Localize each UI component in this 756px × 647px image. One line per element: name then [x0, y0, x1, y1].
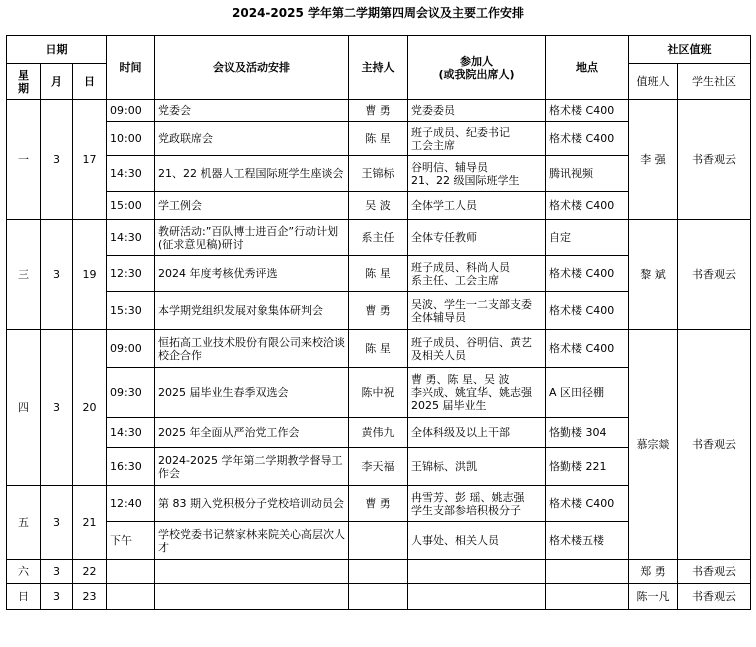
- time-cell: 16:30: [107, 448, 155, 486]
- host-cell: 吴 波: [349, 192, 408, 220]
- host-cell: 曹 勇: [349, 100, 408, 122]
- weekday-cell: 日: [7, 584, 41, 610]
- location-cell: 格术楼 C400: [546, 192, 629, 220]
- student-community-cell: 书香观云: [678, 220, 751, 330]
- host-header: 主持人: [349, 36, 408, 100]
- location-cell: 格术楼五楼: [546, 522, 629, 560]
- participants-header: [408, 36, 546, 100]
- weekday-cell: 五: [7, 486, 41, 560]
- month-cell: 3: [41, 100, 73, 220]
- empty-cell: [408, 560, 546, 584]
- participants-cell: 班子成员、科尚人员 系主任、工会主席: [408, 256, 546, 292]
- student-community-header: 学生社区: [678, 64, 751, 100]
- student-community-cell: 书香观云: [678, 560, 751, 584]
- host-cell: 陈中祝: [349, 368, 408, 418]
- day-cell: 20: [73, 330, 107, 486]
- meeting-cell: 2024 年度考核优秀评选: [155, 256, 349, 292]
- weekday-cell: 一: [7, 100, 41, 220]
- time-cell: 09:30: [107, 368, 155, 418]
- empty-cell: [546, 584, 629, 610]
- month-cell: 3: [41, 560, 73, 584]
- time-cell: 09:00: [107, 330, 155, 368]
- table-row: [7, 584, 751, 610]
- table-row: [7, 560, 751, 584]
- participants-cell: 谷明信、辅导员 21、22 级国际班学生: [408, 156, 546, 192]
- location-cell: 恪勤楼 304: [546, 418, 629, 448]
- participants-cell: 王锦标、洪凯: [408, 448, 546, 486]
- day-header: 日: [73, 64, 107, 100]
- month-cell: 3: [41, 220, 73, 330]
- meeting-cell: 第 83 期入党积极分子党校培训动员会: [155, 486, 349, 522]
- participants-cell: 班子成员、谷明信、黄艺 及相关人员: [408, 330, 546, 368]
- location-cell: 格术楼 C400: [546, 486, 629, 522]
- weekday-cell: 六: [7, 560, 41, 584]
- time-cell: 10:00: [107, 122, 155, 156]
- participants-cell: 全体专任教师: [408, 220, 546, 256]
- participants-cell: 曹 勇、陈 星、吴 波 李兴成、姚宜华、姚志强 2025 届毕业生: [408, 368, 546, 418]
- day-cell: 19: [73, 220, 107, 330]
- time-cell: 09:00: [107, 100, 155, 122]
- time-cell: 15:00: [107, 192, 155, 220]
- time-header: 时间: [107, 36, 155, 100]
- table-row: [7, 220, 751, 256]
- weekday-cell: 三: [7, 220, 41, 330]
- month-cell: 3: [41, 330, 73, 486]
- time-cell: 12:30: [107, 256, 155, 292]
- location-header: 地点: [546, 36, 629, 100]
- participants-cell: 全体科级及以上干部: [408, 418, 546, 448]
- table-row: [7, 330, 751, 368]
- location-cell: 格术楼 C400: [546, 330, 629, 368]
- day-cell: 17: [73, 100, 107, 220]
- location-cell: 格术楼 C400: [546, 122, 629, 156]
- empty-cell: [546, 560, 629, 584]
- weekday-header: 星期: [7, 64, 41, 100]
- host-cell: 李天福: [349, 448, 408, 486]
- meeting-cell: 党政联席会: [155, 122, 349, 156]
- participants-cell: 全体学工人员: [408, 192, 546, 220]
- host-cell: 系主任: [349, 220, 408, 256]
- host-cell: [349, 522, 408, 560]
- duty-person-cell: 李 强: [629, 100, 678, 220]
- host-cell: 曹 勇: [349, 486, 408, 522]
- participants-cell: 吴波、学生一二支部支委 全体辅导员: [408, 292, 546, 330]
- meeting-cell: 学工例会: [155, 192, 349, 220]
- meeting-cell: 2024-2025 学年第二学期教学督导工作会: [155, 448, 349, 486]
- location-cell: A 区田径棚: [546, 368, 629, 418]
- page-title: 2024-2025 学年第二学期第四周会议及主要工作安排: [232, 6, 524, 20]
- meeting-cell: 2025 届毕业生春季双选会: [155, 368, 349, 418]
- host-cell: 黄伟九: [349, 418, 408, 448]
- day-cell: 21: [73, 486, 107, 560]
- schedule-body: [7, 100, 751, 610]
- meeting-cell: 恒拓高工业技术股份有限公司来校洽谈校企合作: [155, 330, 349, 368]
- time-cell: 14:30: [107, 220, 155, 256]
- meeting-cell: 21、22 机器人工程国际班学生座谈会: [155, 156, 349, 192]
- empty-cell: [107, 560, 155, 584]
- student-community-cell: 书香观云: [678, 330, 751, 560]
- duty-person-header: 值班人: [629, 64, 678, 100]
- meeting-header: 会议及活动安排: [155, 36, 349, 100]
- schedule-table: [6, 35, 751, 610]
- participants-cell: 班子成员、纪委书记 工会主席: [408, 122, 546, 156]
- location-cell: 格术楼 C400: [546, 100, 629, 122]
- time-cell: 14:30: [107, 156, 155, 192]
- participants-cell: 人事处、相关人员: [408, 522, 546, 560]
- month-header: 月: [41, 64, 73, 100]
- host-cell: 陈 星: [349, 330, 408, 368]
- meeting-cell: 教研活动:”百队博士进百企”行动计划(征求意见稿)研讨: [155, 220, 349, 256]
- table-row: [7, 100, 751, 122]
- student-community-cell: 书香观云: [678, 100, 751, 220]
- duty-person-cell: 慕宗燚: [629, 330, 678, 560]
- location-cell: 恪勤楼 221: [546, 448, 629, 486]
- time-cell: 下午: [107, 522, 155, 560]
- location-cell: 格术楼 C400: [546, 256, 629, 292]
- empty-cell: [349, 584, 408, 610]
- date-group-header: 日期: [7, 36, 107, 64]
- weekday-cell: 四: [7, 330, 41, 486]
- duty-person-cell: 郑 勇: [629, 560, 678, 584]
- empty-cell: [408, 584, 546, 610]
- empty-cell: [155, 584, 349, 610]
- day-cell: 22: [73, 560, 107, 584]
- location-cell: 格术楼 C400: [546, 292, 629, 330]
- meeting-cell: 学校党委书记蔡家林来院关心高层次人才: [155, 522, 349, 560]
- participants-header-sub: (或我院出席人): [438, 67, 515, 81]
- student-community-cell: 书香观云: [678, 584, 751, 610]
- participants-header-label: 参加人: [460, 54, 494, 68]
- time-cell: 12:40: [107, 486, 155, 522]
- duty-person-cell: 黎 斌: [629, 220, 678, 330]
- location-cell: 自定: [546, 220, 629, 256]
- empty-cell: [155, 560, 349, 584]
- meeting-cell: 党委会: [155, 100, 349, 122]
- host-cell: 王锦标: [349, 156, 408, 192]
- empty-cell: [107, 584, 155, 610]
- community-group-header: 社区值班: [629, 36, 751, 64]
- participants-cell: 冉雪芳、彭 瑶、姚志强 学生支部参培积极分子: [408, 486, 546, 522]
- month-cell: 3: [41, 584, 73, 610]
- host-cell: 陈 星: [349, 256, 408, 292]
- time-cell: 15:30: [107, 292, 155, 330]
- host-cell: 陈 星: [349, 122, 408, 156]
- time-cell: 14:30: [107, 418, 155, 448]
- host-cell: 曹 勇: [349, 292, 408, 330]
- participants-cell: 党委委员: [408, 100, 546, 122]
- month-cell: 3: [41, 486, 73, 560]
- day-cell: 23: [73, 584, 107, 610]
- location-cell: 腾讯视频: [546, 156, 629, 192]
- meeting-cell: 本学期党组织发展对象集体研判会: [155, 292, 349, 330]
- meeting-cell: 2025 年全面从严治党工作会: [155, 418, 349, 448]
- empty-cell: [349, 560, 408, 584]
- duty-person-cell: 陈一凡: [629, 584, 678, 610]
